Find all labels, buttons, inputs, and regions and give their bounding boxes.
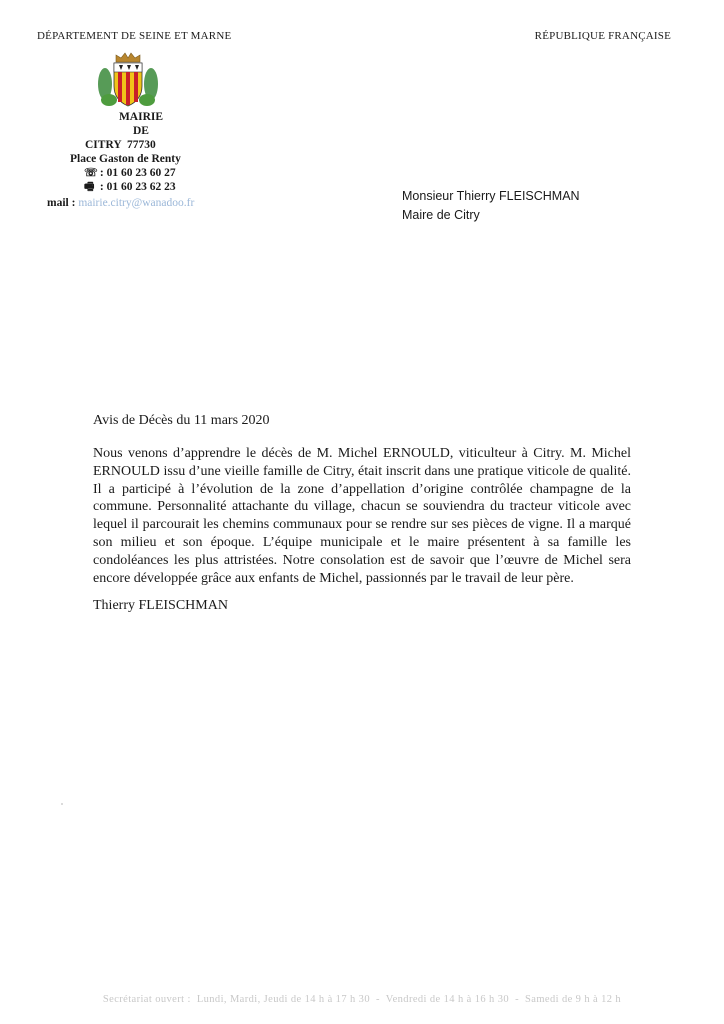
telephone-icon: ☏ <box>84 167 98 179</box>
fax-number: : 01 60 23 62 23 <box>99 181 176 193</box>
signature-name: Thierry FLEISCHMAN <box>93 598 228 613</box>
town-postcode: CITRY 77730 <box>85 139 156 151</box>
coat-of-arms-logo <box>97 52 159 110</box>
mail-line <box>47 196 194 211</box>
letter-body: Nous venons d’apprendre le décès de M. Michel ERNOULD, viticulteur à Citry. M. Michel ERNOULD issu d’une vieille famille de Citry, était inscrit dans une pratique viticole de qualité. Il a participé à l’évolution de la zone d’appellation d’origine contrôlée champagne de la commune. Personnalité attachante du village, chacun se souviendra du tracteur viticole avec lequel il parcourait les chemins communaux pour se rendre sur ses pièces de vigne. Il a marqué son milieu et son époque. L’équipe municipale et le maire présentent à sa famille les condoléances les plus attristées. Notre consolation est de savoir que l’œuvre de Michel sera encore développée grâce aux enfants de Michel, passionnés par le travail de leur père. <box>93 446 631 586</box>
mairie-de: DE <box>133 125 149 137</box>
department-header: DÉPARTEMENT DE SEINE ET MARNE <box>37 30 232 42</box>
letter-subject: Avis de Décès du 11 mars 2020 <box>93 413 270 428</box>
scan-speck <box>61 803 63 805</box>
mail-label: mail : <box>47 197 76 209</box>
mairie-title: MAIRIE <box>118 111 164 123</box>
telephone-number: : 01 60 23 60 27 <box>99 167 176 179</box>
recipient-title: Maire de Citry <box>402 208 480 222</box>
fax-line <box>84 180 176 195</box>
mail-link[interactable]: mairie.citry@wanadoo.fr <box>78 197 195 209</box>
office-hours-footer: Secrétariat ouvert : Lundi, Mardi, Jeudi de 14 h à 17 h 30 - Vendredi de 14 h à 16 h 30 - Samedi de 9 h à 12 h <box>102 994 622 1005</box>
mairie-address: Place Gaston de Renty <box>70 153 181 165</box>
republic-header: RÉPUBLIQUE FRANÇAISE <box>534 30 671 42</box>
telephone-line <box>84 166 176 181</box>
recipient-name: Monsieur Thierry FLEISCHMAN <box>402 189 580 203</box>
fax-icon: 🖷 <box>84 181 95 193</box>
